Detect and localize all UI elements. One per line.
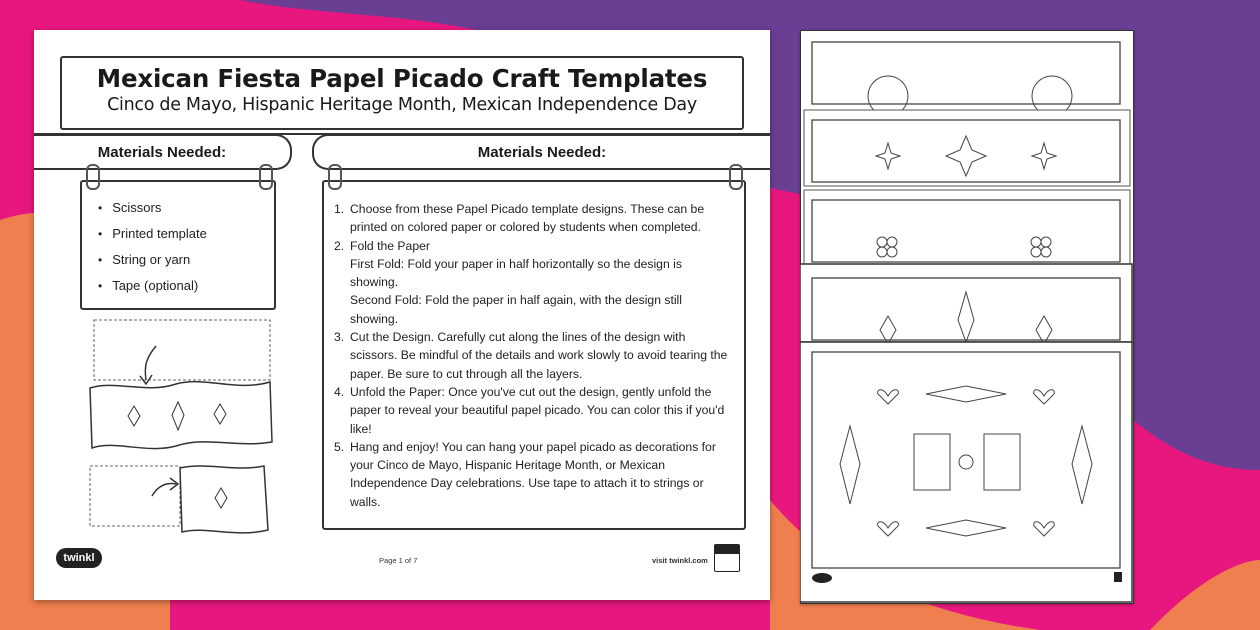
visit-link[interactable]: visit twinkl.com: [652, 556, 708, 565]
materials-heading-right: [312, 134, 770, 170]
hanging-ring-icon: [86, 164, 100, 190]
list-item: 3. Cut the Design. Carefully cut along the lines of the design with scissors. Be mindful of the details and work slowly to avoid tearing the paper. Be sure to cut through all the layers.: [334, 330, 728, 381]
materials-heading-text: Materials Needed:: [97, 143, 227, 161]
materials-card: [80, 180, 276, 310]
materials-list: [82, 182, 274, 293]
list-item: 2. Fold the Paper: [334, 238, 430, 253]
hanging-ring-icon: [729, 164, 743, 190]
page-subtitle: Cinco de Mayo, Hispanic Heritage Month, Mexican Independence Day: [107, 95, 697, 115]
list-item: • Printed template: [98, 226, 274, 241]
hanging-ring-icon: [328, 164, 342, 190]
page-number: Page 1 of 7: [379, 556, 418, 565]
page-title: Mexican Fiesta Papel Picado Craft Templates: [96, 64, 708, 93]
list-item: • String or yarn: [98, 252, 274, 267]
instructions-card: [322, 180, 746, 530]
fold-second-text: Second Fold: Fold the paper in half again, with the design still showing.: [350, 293, 682, 326]
quality-badge-icon: [714, 544, 740, 572]
title-box: [60, 56, 744, 130]
hanging-ring-icon: [259, 164, 273, 190]
list-item: 4. Unfold the Paper: Once you've cut out the design, gently unfold the paper to reveal your beautiful papel picado. You can color this if you'd like!: [334, 384, 725, 436]
list-item: • Scissors: [98, 200, 274, 215]
thumbnail-designs: [800, 30, 1134, 604]
list-item: 1. Choose from these Papel Picado template designs. These can be printed on colored paper or colored by students when completed.: [334, 202, 705, 235]
instructions-heading-text: Materials Needed:: [477, 143, 607, 161]
fold-illustration: [86, 318, 282, 540]
worksheet-page: [34, 30, 770, 600]
list-item: 5. Hang and enjoy! You can hang your papel picado as decorations for your Cinco de Mayo, Hispanic Heritage Month, or Mexican Independence Day celebrations. Use tape to attach it to strings or walls.: [334, 439, 716, 509]
list-item: • Tape (optional): [98, 278, 274, 293]
twinkl-logo: twinkl: [56, 548, 102, 568]
page-footer: [34, 540, 770, 580]
materials-heading-left: [34, 134, 292, 170]
steps-list: [324, 182, 744, 511]
fold-first-text: First Fold: Fold your paper in half horizontally so the design is showing.: [350, 256, 682, 290]
